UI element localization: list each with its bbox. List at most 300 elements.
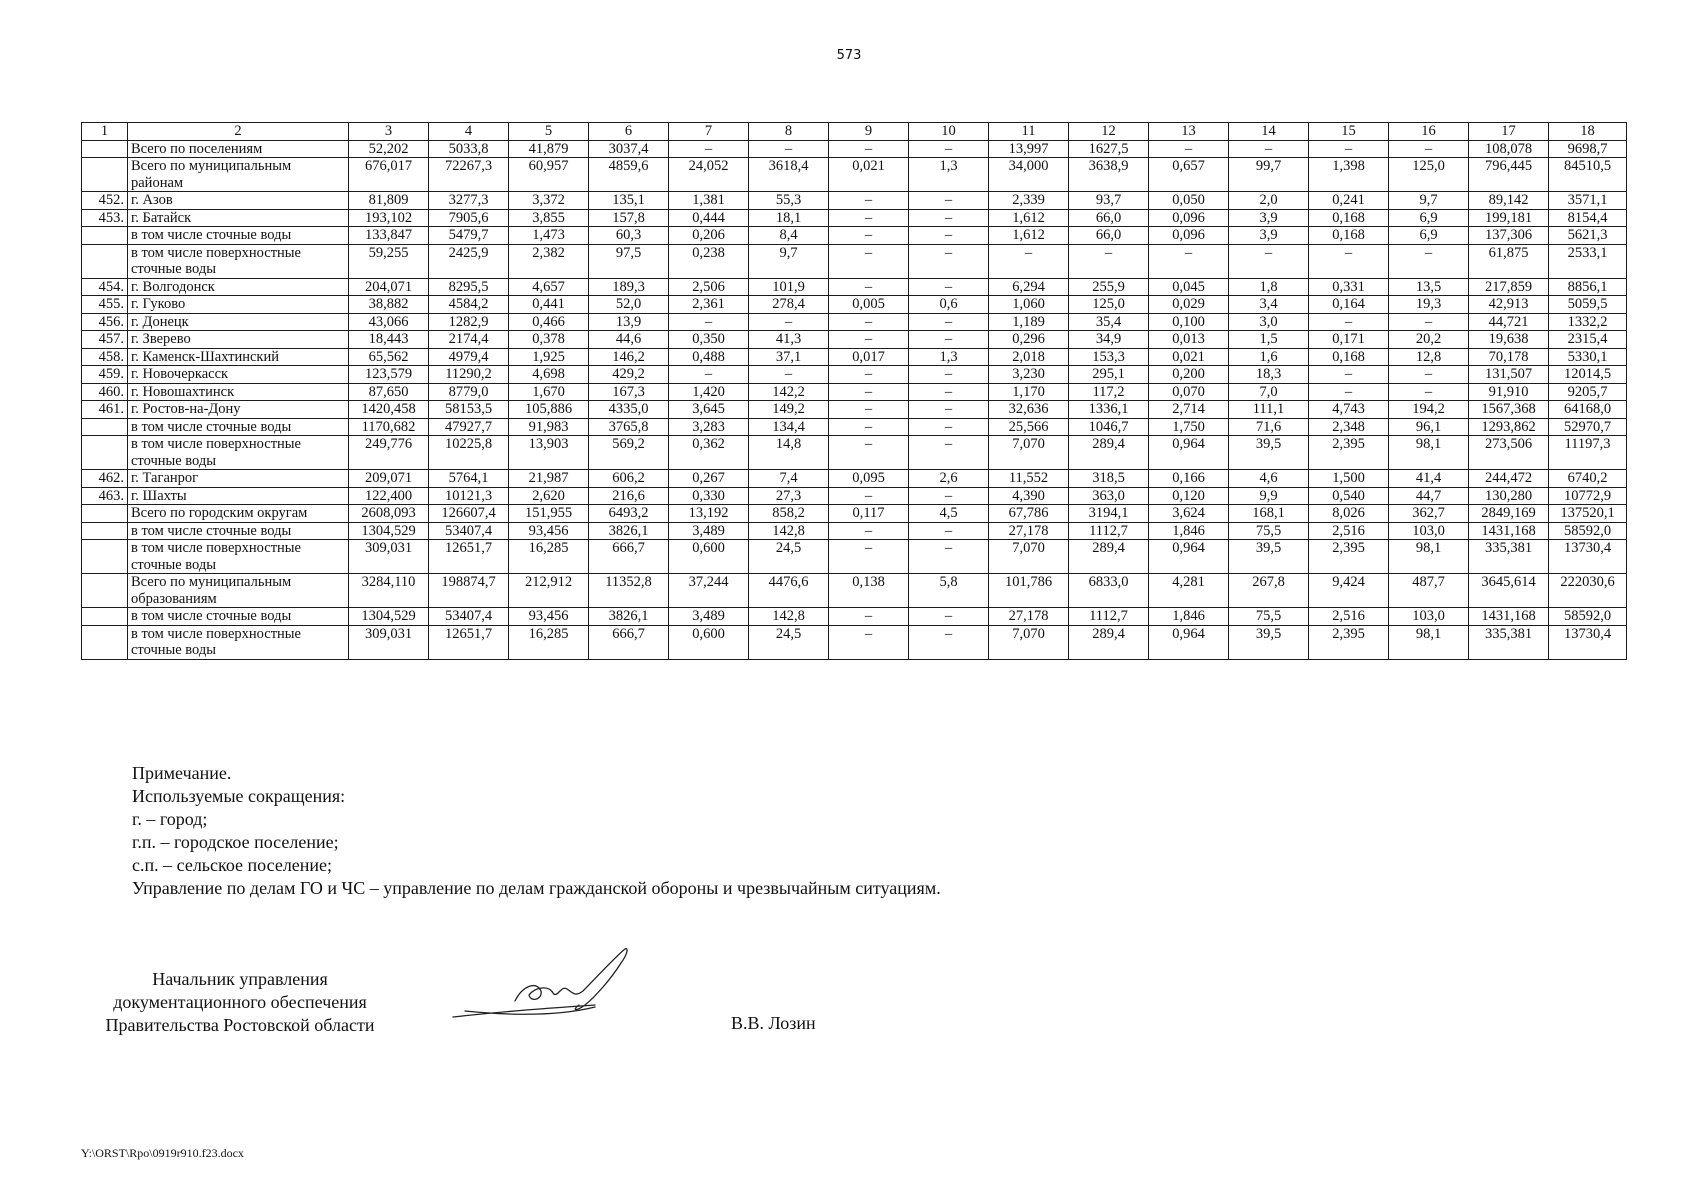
signer-name: В.В. Лозин [731, 1013, 816, 1033]
table-cell: 10121,3 [429, 487, 509, 505]
table-cell: 0,168 [1309, 227, 1389, 245]
notes-item: г. – город; [132, 809, 208, 829]
row-number [82, 625, 128, 659]
table-cell: – [829, 401, 909, 419]
table-cell: 66,0 [1069, 209, 1149, 227]
table-cell: 37,1 [749, 348, 829, 366]
table-cell: 42,913 [1469, 296, 1549, 314]
table-cell: – [829, 140, 909, 158]
table-row [82, 487, 1627, 505]
table-cell: 0,200 [1149, 366, 1229, 384]
table-cell: 101,9 [749, 278, 829, 296]
table-cell: 3826,1 [589, 608, 669, 626]
row-number [82, 244, 128, 278]
table-cell: 1,846 [1149, 522, 1229, 540]
table-cell: 87,650 [349, 383, 429, 401]
table-cell: 16,285 [509, 540, 589, 574]
table-cell: 14,8 [749, 436, 829, 470]
table-cell: 3,9 [1229, 209, 1309, 227]
table-cell: 75,5 [1229, 608, 1309, 626]
table-cell: 3638,9 [1069, 158, 1149, 192]
table-cell: 7,070 [989, 540, 1069, 574]
table-cell: – [829, 625, 909, 659]
table-cell: 335,381 [1469, 540, 1549, 574]
table-cell: 39,5 [1229, 540, 1309, 574]
table-cell: 244,472 [1469, 470, 1549, 488]
table-cell: 66,0 [1069, 227, 1149, 245]
table-cell: 12651,7 [429, 540, 509, 574]
table-cell: – [749, 366, 829, 384]
row-number: 455. [82, 296, 128, 314]
table-cell: 0,330 [669, 487, 749, 505]
table-cell: 212,912 [509, 574, 589, 608]
table-cell: 1,473 [509, 227, 589, 245]
table-cell: 2849,169 [1469, 505, 1549, 523]
row-number [82, 418, 128, 436]
table-cell: 6833,0 [1069, 574, 1149, 608]
table-cell: – [909, 383, 989, 401]
table-cell: 5764,1 [429, 470, 509, 488]
table-row [82, 244, 1627, 278]
table-cell: 0,120 [1149, 487, 1229, 505]
table-cell: – [1229, 244, 1309, 278]
table-cell: 0,017 [829, 348, 909, 366]
table-cell: – [1309, 313, 1389, 331]
table-cell: 0,138 [829, 574, 909, 608]
table-row [82, 608, 1627, 626]
table-cell: 16,285 [509, 625, 589, 659]
column-header: 13 [1149, 123, 1229, 141]
data-table [81, 122, 1627, 660]
table-cell: 4476,6 [749, 574, 829, 608]
table-cell: 59,255 [349, 244, 429, 278]
table-cell: 1,925 [509, 348, 589, 366]
notes-subtitle: Используемые сокращения: [132, 786, 346, 806]
table-cell: 24,5 [749, 540, 829, 574]
table-cell: 1431,168 [1469, 522, 1549, 540]
table-cell: 44,721 [1469, 313, 1549, 331]
file-path: Y:\ORST\Rpo\0919r910.f23.docx [81, 1146, 244, 1160]
table-cell: – [1389, 313, 1469, 331]
table-cell: 0,378 [509, 331, 589, 349]
table-cell: 3,855 [509, 209, 589, 227]
table-cell: 1,846 [1149, 608, 1229, 626]
table-cell: 2,018 [989, 348, 1069, 366]
table-cell: – [909, 331, 989, 349]
table-cell: 194,2 [1389, 401, 1469, 419]
table-cell: 44,7 [1389, 487, 1469, 505]
table-cell: 0,964 [1149, 436, 1229, 470]
table-cell: 6740,2 [1549, 470, 1627, 488]
table-cell: 6493,2 [589, 505, 669, 523]
table-cell: 1,420 [669, 383, 749, 401]
table-cell: 34,9 [1069, 331, 1149, 349]
table-cell: – [829, 383, 909, 401]
table-cell: 4859,6 [589, 158, 669, 192]
table-cell: 125,0 [1389, 158, 1469, 192]
table-cell: 21,987 [509, 470, 589, 488]
row-name: в том числе поверхностные сточные воды [128, 244, 349, 278]
table-cell: – [829, 418, 909, 436]
table-cell: 84510,5 [1549, 158, 1627, 192]
table-cell: 103,0 [1389, 608, 1469, 626]
table-cell: 1,6 [1229, 348, 1309, 366]
table-cell: 222030,6 [1549, 574, 1627, 608]
table-cell: – [1389, 140, 1469, 158]
table-cell: 0,964 [1149, 625, 1229, 659]
table-cell: 5479,7 [429, 227, 509, 245]
table-cell: 13730,4 [1549, 625, 1627, 659]
table-cell: 1420,458 [349, 401, 429, 419]
table-cell: 363,0 [1069, 487, 1149, 505]
table-cell: 117,2 [1069, 383, 1149, 401]
row-name: Всего по городским округам [128, 505, 349, 523]
table-cell: 91,983 [509, 418, 589, 436]
table-cell: 1,612 [989, 227, 1069, 245]
table-cell: 9,424 [1309, 574, 1389, 608]
table-cell: – [1229, 140, 1309, 158]
table-cell: 2533,1 [1549, 244, 1627, 278]
table-cell: 0,096 [1149, 209, 1229, 227]
table-cell: 5059,5 [1549, 296, 1627, 314]
table-cell: – [829, 331, 909, 349]
position-line: Начальник управления [152, 969, 328, 989]
table-cell: – [829, 436, 909, 470]
table-cell: 123,579 [349, 366, 429, 384]
row-name: г. Шахты [128, 487, 349, 505]
table-cell: 93,456 [509, 522, 589, 540]
notes-title: Примечание. [132, 763, 232, 783]
table-cell: 3571,1 [1549, 192, 1627, 210]
table-cell: 0,964 [1149, 540, 1229, 574]
table-cell: 198874,7 [429, 574, 509, 608]
column-header: 9 [829, 123, 909, 141]
row-name: г. Батайск [128, 209, 349, 227]
row-number: 459. [82, 366, 128, 384]
table-cell: 126607,4 [429, 505, 509, 523]
column-header: 3 [349, 123, 429, 141]
table-cell: 10772,9 [1549, 487, 1627, 505]
table-cell: 11290,2 [429, 366, 509, 384]
table-cell: 1,8 [1229, 278, 1309, 296]
column-header: 5 [509, 123, 589, 141]
row-number: 452. [82, 192, 128, 210]
table-cell: 267,8 [1229, 574, 1309, 608]
row-number: 453. [82, 209, 128, 227]
table-cell: – [829, 227, 909, 245]
table-cell: – [909, 487, 989, 505]
table-row [82, 470, 1627, 488]
table-cell: 13,5 [1389, 278, 1469, 296]
table-cell: 0,488 [669, 348, 749, 366]
table-cell: 2,339 [989, 192, 1069, 210]
table-cell: 7,0 [1229, 383, 1309, 401]
row-name: в том числе поверхностные сточные воды [128, 625, 349, 659]
table-cell: 20,2 [1389, 331, 1469, 349]
row-number [82, 158, 128, 192]
table-cell: 47927,7 [429, 418, 509, 436]
table-cell: – [829, 540, 909, 574]
table-cell: 2,395 [1309, 436, 1389, 470]
row-name: г. Азов [128, 192, 349, 210]
header-row [82, 123, 1627, 141]
row-name: г. Таганрог [128, 470, 349, 488]
table-cell: 0,021 [1149, 348, 1229, 366]
table-cell: 0,540 [1309, 487, 1389, 505]
row-number: 463. [82, 487, 128, 505]
table-row [82, 192, 1627, 210]
table-cell: – [829, 209, 909, 227]
signatory-position [80, 968, 400, 1037]
table-cell: 5033,8 [429, 140, 509, 158]
table-cell: – [909, 313, 989, 331]
table-cell: 98,1 [1389, 540, 1469, 574]
table-cell: 13,997 [989, 140, 1069, 158]
table-cell: 0,600 [669, 540, 749, 574]
table-cell: 64168,0 [1549, 401, 1627, 419]
row-number [82, 574, 128, 608]
table-cell: 99,7 [1229, 158, 1309, 192]
table-row [82, 158, 1627, 192]
table-cell: 1,381 [669, 192, 749, 210]
row-name: г. Волгодонск [128, 278, 349, 296]
table-cell: – [749, 313, 829, 331]
table-cell: 0,444 [669, 209, 749, 227]
row-number [82, 608, 128, 626]
row-name: в том числе сточные воды [128, 522, 349, 540]
table-cell: 70,178 [1469, 348, 1549, 366]
table-cell: 4,281 [1149, 574, 1229, 608]
table-cell: 3194,1 [1069, 505, 1149, 523]
column-header: 1 [82, 123, 128, 141]
table-row [82, 625, 1627, 659]
table-cell: 1293,862 [1469, 418, 1549, 436]
table-row [82, 227, 1627, 245]
table-row [82, 313, 1627, 331]
row-name: г. Новочеркасск [128, 366, 349, 384]
table-cell: 18,1 [749, 209, 829, 227]
table-cell: 7,4 [749, 470, 829, 488]
table-cell: 81,809 [349, 192, 429, 210]
table-cell: 18,3 [1229, 366, 1309, 384]
table-cell: 10225,8 [429, 436, 509, 470]
table-cell: – [669, 366, 749, 384]
table-cell: – [909, 436, 989, 470]
column-header: 11 [989, 123, 1069, 141]
table-cell: 13,9 [589, 313, 669, 331]
table-cell: 41,3 [749, 331, 829, 349]
table-row [82, 383, 1627, 401]
table-cell: 1,612 [989, 209, 1069, 227]
column-header: 15 [1309, 123, 1389, 141]
table-cell: 89,142 [1469, 192, 1549, 210]
table-cell: 796,445 [1469, 158, 1549, 192]
table-cell: 362,7 [1389, 505, 1469, 523]
table-cell: 60,957 [509, 158, 589, 192]
table-cell: – [909, 401, 989, 419]
table-cell: 1112,7 [1069, 608, 1149, 626]
table-cell: 3277,3 [429, 192, 509, 210]
table-cell: 97,5 [589, 244, 669, 278]
table-cell: 153,3 [1069, 348, 1149, 366]
table-cell: 3,9 [1229, 227, 1309, 245]
table-cell: 3,372 [509, 192, 589, 210]
table-cell: 168,1 [1229, 505, 1309, 523]
table-cell: 1627,5 [1069, 140, 1149, 158]
table-row [82, 331, 1627, 349]
table-cell: 0,657 [1149, 158, 1229, 192]
table-cell: 72267,3 [429, 158, 509, 192]
table-cell: 278,4 [749, 296, 829, 314]
table-cell: 44,6 [589, 331, 669, 349]
table-cell: 4,698 [509, 366, 589, 384]
table-cell: 8779,0 [429, 383, 509, 401]
table-cell: 335,381 [1469, 625, 1549, 659]
table-cell: 27,3 [749, 487, 829, 505]
table-cell: 52,202 [349, 140, 429, 158]
column-header: 16 [1389, 123, 1469, 141]
table-cell: 133,847 [349, 227, 429, 245]
table-cell: 142,8 [749, 522, 829, 540]
table-cell: 0,238 [669, 244, 749, 278]
table-cell: 43,066 [349, 313, 429, 331]
table-cell: 0,005 [829, 296, 909, 314]
table-cell: 41,879 [509, 140, 589, 158]
table-cell: 39,5 [1229, 436, 1309, 470]
table-cell: – [829, 522, 909, 540]
table-cell: 131,507 [1469, 366, 1549, 384]
position-line: документационного обеспечения [113, 992, 367, 1012]
row-number [82, 522, 128, 540]
table-cell: – [909, 366, 989, 384]
table-cell: 12014,5 [1549, 366, 1627, 384]
table-row [82, 278, 1627, 296]
column-header: 7 [669, 123, 749, 141]
table-cell: 2,0 [1229, 192, 1309, 210]
handwritten-signature [445, 945, 660, 1035]
table-cell: 3,645 [669, 401, 749, 419]
table-cell: 6,9 [1389, 227, 1469, 245]
table-cell: 53407,4 [429, 522, 509, 540]
table-cell: 6,9 [1389, 209, 1469, 227]
column-header: 8 [749, 123, 829, 141]
table-cell: 189,3 [589, 278, 669, 296]
table-cell: 3,489 [669, 522, 749, 540]
table-cell: 1332,2 [1549, 313, 1627, 331]
table-cell: 8154,4 [1549, 209, 1627, 227]
table-body [82, 140, 1627, 659]
table-cell: 58592,0 [1549, 608, 1627, 626]
table-row [82, 209, 1627, 227]
table-cell: 204,071 [349, 278, 429, 296]
table-cell: 111,1 [1229, 401, 1309, 419]
row-number: 456. [82, 313, 128, 331]
table-cell: 52,0 [589, 296, 669, 314]
table-cell: 65,562 [349, 348, 429, 366]
table-cell: 9,7 [749, 244, 829, 278]
table-cell: – [1389, 244, 1469, 278]
column-header: 2 [128, 123, 349, 141]
table-cell: 134,4 [749, 418, 829, 436]
row-number: 461. [82, 401, 128, 419]
table-cell: 41,4 [1389, 470, 1469, 488]
table-cell: 19,3 [1389, 296, 1469, 314]
table-cell: 0,6 [909, 296, 989, 314]
table-cell: 3826,1 [589, 522, 669, 540]
table-cell: – [669, 313, 749, 331]
table-cell: 4979,4 [429, 348, 509, 366]
table-cell: – [1389, 366, 1469, 384]
table-cell: 8856,1 [1549, 278, 1627, 296]
table-cell: 3618,4 [749, 158, 829, 192]
table-cell: – [909, 227, 989, 245]
row-name: Всего по муниципальным районам [128, 158, 349, 192]
table-cell: 2,348 [1309, 418, 1389, 436]
table-cell: 12,8 [1389, 348, 1469, 366]
table-cell: 142,2 [749, 383, 829, 401]
table-cell: 122,400 [349, 487, 429, 505]
table-cell: 19,638 [1469, 331, 1549, 349]
table-cell: 11352,8 [589, 574, 669, 608]
table-cell: 289,4 [1069, 436, 1149, 470]
table-cell: 606,2 [589, 470, 669, 488]
column-header: 18 [1549, 123, 1627, 141]
table-cell: 60,3 [589, 227, 669, 245]
table-cell: 666,7 [589, 540, 669, 574]
table-cell: 4335,0 [589, 401, 669, 419]
table-cell: 309,031 [349, 625, 429, 659]
table-cell: 0,168 [1309, 348, 1389, 366]
table-cell: 13,192 [669, 505, 749, 523]
table-cell: 1431,168 [1469, 608, 1549, 626]
table-cell: 273,506 [1469, 436, 1549, 470]
table-cell: – [829, 608, 909, 626]
table-cell: 0,013 [1149, 331, 1229, 349]
table-cell: 12651,7 [429, 625, 509, 659]
table-row [82, 296, 1627, 314]
row-number: 454. [82, 278, 128, 296]
table-cell: – [1149, 140, 1229, 158]
table-cell: 217,859 [1469, 278, 1549, 296]
table-cell: – [909, 140, 989, 158]
table-cell: 0,441 [509, 296, 589, 314]
table-cell: 3,4 [1229, 296, 1309, 314]
table-cell: 1,189 [989, 313, 1069, 331]
row-name: в том числе поверхностные сточные воды [128, 436, 349, 470]
table-cell: 1,170 [989, 383, 1069, 401]
table-cell: 105,886 [509, 401, 589, 419]
table-cell: 2,516 [1309, 522, 1389, 540]
row-number: 462. [82, 470, 128, 488]
table-cell: 0,171 [1309, 331, 1389, 349]
table-row [82, 505, 1627, 523]
table-cell: 130,280 [1469, 487, 1549, 505]
table-cell: 216,6 [589, 487, 669, 505]
table-cell: 7905,6 [429, 209, 509, 227]
table-cell: 1,750 [1149, 418, 1229, 436]
column-header: 4 [429, 123, 509, 141]
table-cell: 0,296 [989, 331, 1069, 349]
table-cell: 0,029 [1149, 296, 1229, 314]
table-cell: – [989, 244, 1069, 278]
table-cell: 157,8 [589, 209, 669, 227]
notes-item: г.п. – городское поселение; [132, 832, 339, 852]
table-cell: 2,714 [1149, 401, 1229, 419]
table-cell: 199,181 [1469, 209, 1549, 227]
table-cell: 1,060 [989, 296, 1069, 314]
column-header: 6 [589, 123, 669, 141]
column-header: 10 [909, 123, 989, 141]
